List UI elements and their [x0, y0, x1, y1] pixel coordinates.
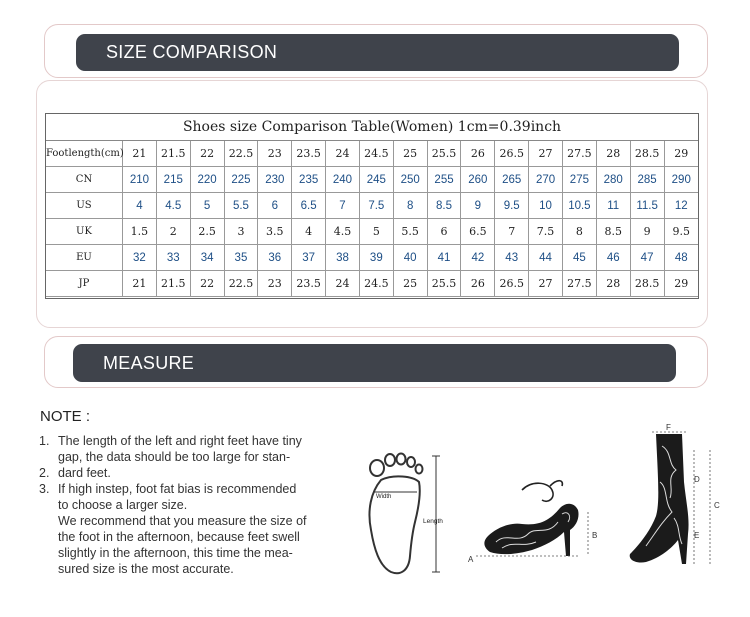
table-cell: 27.5 [562, 141, 596, 167]
table-cell: 24.5 [359, 141, 393, 167]
note-line [39, 529, 339, 545]
note-line [39, 513, 339, 529]
note-text: dard feet. [58, 466, 111, 480]
table-cell: 38 [326, 245, 360, 271]
table-cell: 3 [224, 219, 258, 245]
table-cell: 27 [529, 141, 563, 167]
table-cell: 29 [664, 141, 698, 167]
table-cell: 5.5 [393, 219, 427, 245]
note-number: 2. [39, 466, 50, 480]
table-cell: 27.5 [562, 271, 596, 297]
toe-icon [407, 457, 415, 467]
table-cell: 8.5 [596, 219, 630, 245]
note-line [39, 561, 339, 577]
table-cell: 26.5 [495, 141, 529, 167]
table-cell: 2.5 [190, 219, 224, 245]
table-cell: 285 [630, 167, 664, 193]
table-cell: 220 [190, 167, 224, 193]
row-label: CN [46, 167, 123, 193]
table-cell: 6.5 [292, 193, 326, 219]
foot-outline-icon [369, 476, 419, 573]
note-line [39, 449, 339, 465]
boot-label-d: D [694, 475, 700, 484]
table-cell: 48 [664, 245, 698, 271]
table-cell: 9 [461, 193, 495, 219]
table-cell: 7.5 [359, 193, 393, 219]
table-row [46, 167, 698, 193]
table-cell: 25.5 [427, 271, 461, 297]
size-comparison-title: SIZE COMPARISON [106, 42, 278, 62]
table-cell: 23.5 [292, 141, 326, 167]
pump-shoe-illustration [462, 456, 610, 568]
note-text: sured size is the most accurate. [58, 562, 234, 576]
table-cell: 265 [495, 167, 529, 193]
note-text: The length of the left and right feet have tiny [58, 434, 302, 448]
table-cell: 7.5 [529, 219, 563, 245]
row-label: UK [46, 219, 123, 245]
table-cell: 37 [292, 245, 326, 271]
table-cell: 255 [427, 167, 461, 193]
table-cell: 41 [427, 245, 461, 271]
size-grid [46, 141, 698, 297]
toe-icon [385, 454, 395, 466]
table-cell: 25 [393, 271, 427, 297]
table-cell: 7 [326, 193, 360, 219]
table-row [46, 193, 698, 219]
table-row [46, 271, 698, 297]
table-cell: 240 [326, 167, 360, 193]
table-cell: 8 [562, 219, 596, 245]
note-text: gap, the data should be too large for stan- [58, 450, 291, 464]
table-cell: 23.5 [292, 271, 326, 297]
table-cell: 22.5 [224, 141, 258, 167]
table-cell: 21.5 [156, 271, 190, 297]
toe-icon [416, 465, 423, 474]
table-cell: 26.5 [495, 271, 529, 297]
table-cell: 25 [393, 141, 427, 167]
measure-header [73, 344, 676, 382]
table-cell: 28 [596, 141, 630, 167]
pump-label-a: A [468, 555, 474, 564]
table-cell: 11 [596, 193, 630, 219]
boot-label-c: C [714, 501, 720, 510]
table-cell: 5 [190, 193, 224, 219]
table-cell: 44 [529, 245, 563, 271]
table-cell: 290 [664, 167, 698, 193]
boot-label-e: E [694, 531, 700, 540]
notes-list [39, 433, 339, 577]
table-cell: 24 [326, 141, 360, 167]
table-cell: 280 [596, 167, 630, 193]
table-cell: 32 [123, 245, 157, 271]
table-row [46, 219, 698, 245]
table-cell: 47 [630, 245, 664, 271]
table-cell: 40 [393, 245, 427, 271]
table-cell: 23 [258, 271, 292, 297]
note-text: slightly in the afternoon, this time the mea- [58, 546, 293, 560]
table-cell: 230 [258, 167, 292, 193]
note-text: the foot in the afternoon, because feet swell [58, 530, 300, 544]
note-line [39, 481, 339, 497]
table-cell: 6 [427, 219, 461, 245]
table-cell: 4 [292, 219, 326, 245]
table-cell: 225 [224, 167, 258, 193]
table-cell: 210 [123, 167, 157, 193]
table-cell: 250 [393, 167, 427, 193]
table-cell: 1.5 [123, 219, 157, 245]
boot-label-f: F [666, 423, 671, 432]
table-cell: 235 [292, 167, 326, 193]
table-cell: 34 [190, 245, 224, 271]
table-cell: 2 [156, 219, 190, 245]
row-label: JP [46, 271, 123, 297]
table-cell: 3.5 [258, 219, 292, 245]
row-label: EU [46, 245, 123, 271]
table-cell: 12 [664, 193, 698, 219]
table-cell: 11.5 [630, 193, 664, 219]
table-row [46, 141, 698, 167]
table-cell: 215 [156, 167, 190, 193]
note-line [39, 545, 339, 561]
table-cell: 5 [359, 219, 393, 245]
boot-illustration [616, 422, 726, 572]
table-cell: 26 [461, 141, 495, 167]
table-cell: 27 [529, 271, 563, 297]
table-cell: 9.5 [495, 193, 529, 219]
table-cell: 28.5 [630, 141, 664, 167]
note-number: 3. [39, 482, 50, 496]
note-text: We recommend that you measure the size of [58, 514, 307, 528]
foot-measure-illustration [357, 448, 457, 578]
toe-icon [397, 454, 406, 465]
width-label: Width [376, 494, 392, 500]
table-cell: 4.5 [326, 219, 360, 245]
table-cell: 24.5 [359, 271, 393, 297]
table-cell: 43 [495, 245, 529, 271]
table-cell: 9 [630, 219, 664, 245]
table-cell: 39 [359, 245, 393, 271]
table-cell: 7 [495, 219, 529, 245]
pump-shoe-icon [484, 504, 578, 556]
table-cell: 28 [596, 271, 630, 297]
table-cell: 26 [461, 271, 495, 297]
table-cell: 45 [562, 245, 596, 271]
table-cell: 29 [664, 271, 698, 297]
table-cell: 21 [123, 141, 157, 167]
table-cell: 245 [359, 167, 393, 193]
table-cell: 10 [529, 193, 563, 219]
table-cell: 8.5 [427, 193, 461, 219]
toe-icon [370, 460, 384, 476]
table-cell: 22 [190, 141, 224, 167]
note-line [39, 433, 339, 449]
table-cell: 260 [461, 167, 495, 193]
note-number: 1. [39, 434, 50, 448]
table-cell: 25.5 [427, 141, 461, 167]
table-cell: 270 [529, 167, 563, 193]
table-cell: 10.5 [562, 193, 596, 219]
table-cell: 21.5 [156, 141, 190, 167]
pump-label-b: B [592, 531, 598, 540]
table-cell: 275 [562, 167, 596, 193]
table-cell: 4.5 [156, 193, 190, 219]
boot-icon [630, 434, 689, 564]
note-line [39, 465, 339, 481]
table-cell: 6 [258, 193, 292, 219]
table-row [46, 245, 698, 271]
table-cell: 24 [326, 271, 360, 297]
note-line [39, 497, 339, 513]
table-cell: 6.5 [461, 219, 495, 245]
note-text: If high instep, foot fat bias is recommended [58, 482, 297, 496]
table-cell: 21 [123, 271, 157, 297]
table-cell: 9.5 [664, 219, 698, 245]
row-label: US [46, 193, 123, 219]
size-comparison-header [76, 34, 679, 71]
table-cell: 22.5 [224, 271, 258, 297]
note-title: NOTE : [40, 408, 91, 425]
table-cell: 36 [258, 245, 292, 271]
table-cell: 28.5 [630, 271, 664, 297]
table-cell: 46 [596, 245, 630, 271]
table-cell: 42 [461, 245, 495, 271]
table-cell: 5.5 [224, 193, 258, 219]
length-label: Length [423, 518, 443, 525]
note-text: to choose a larger size. [58, 498, 188, 512]
table-cell: 8 [393, 193, 427, 219]
measure-title: MEASURE [103, 352, 195, 373]
table-cell: 22 [190, 271, 224, 297]
table-cell: 35 [224, 245, 258, 271]
table-cell: 4 [123, 193, 157, 219]
table-cell: 33 [156, 245, 190, 271]
size-comparison-table [45, 113, 699, 299]
table-title: Shoes size Comparison Table(Women) 1cm=0.39inch [46, 114, 698, 141]
row-label: Footlength(cm) [46, 141, 123, 167]
table-cell: 23 [258, 141, 292, 167]
